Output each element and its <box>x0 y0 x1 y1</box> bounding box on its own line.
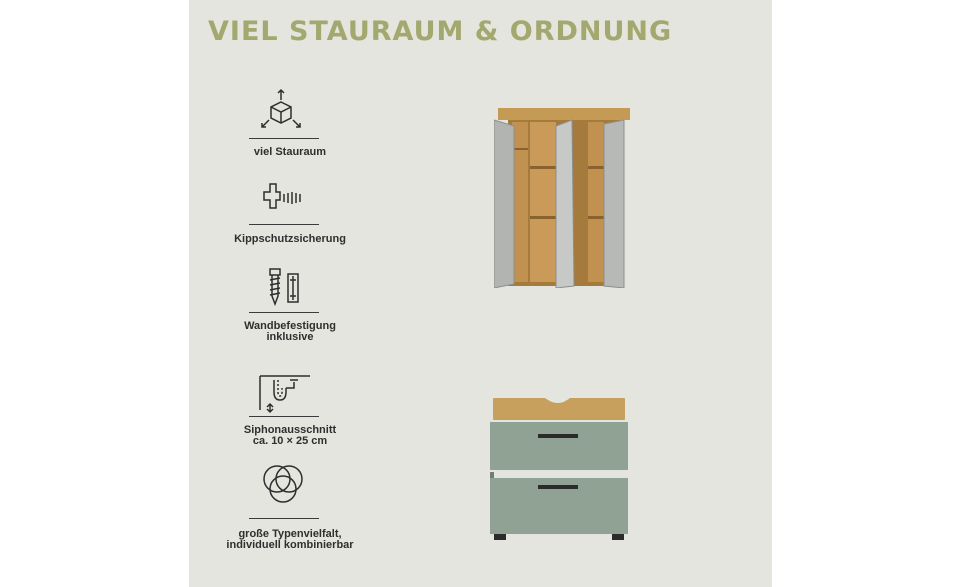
overlapping-circles-icon <box>258 462 308 506</box>
feature-label-line: individuell kombinierbar <box>226 539 354 551</box>
divider-line <box>249 416 319 417</box>
feature-label-line: Siphonausschnitt <box>243 424 337 436</box>
feature-label-line: Wandbefestigung <box>244 320 336 332</box>
vanity-unit-image <box>490 398 630 540</box>
feature-label-line: inklusive <box>266 331 314 343</box>
screws-icon <box>264 266 304 308</box>
divider-line <box>249 518 319 519</box>
feature-label-line: große Typenvielfalt, <box>238 528 342 540</box>
divider-line <box>249 224 319 225</box>
page-title: VIEL STAURAUM & ORDNUNG <box>208 16 673 47</box>
feature-label-wall-mount <box>220 321 360 343</box>
feature-label-variety <box>220 529 360 551</box>
feature-label-line: ca. 10 × 25 cm <box>252 435 328 447</box>
mirror-cabinet-image <box>494 108 634 288</box>
wall-anchor-icon <box>260 180 306 218</box>
feature-label-tip-protection: Kippschutzsicherung <box>234 233 346 245</box>
divider-line <box>249 312 319 313</box>
cube-dimensions-icon <box>258 88 304 134</box>
feature-label-storage: viel Stauraum <box>253 146 327 158</box>
divider-line <box>249 138 319 139</box>
siphon-pipe-icon <box>258 370 312 416</box>
feature-label-siphon <box>220 425 360 447</box>
